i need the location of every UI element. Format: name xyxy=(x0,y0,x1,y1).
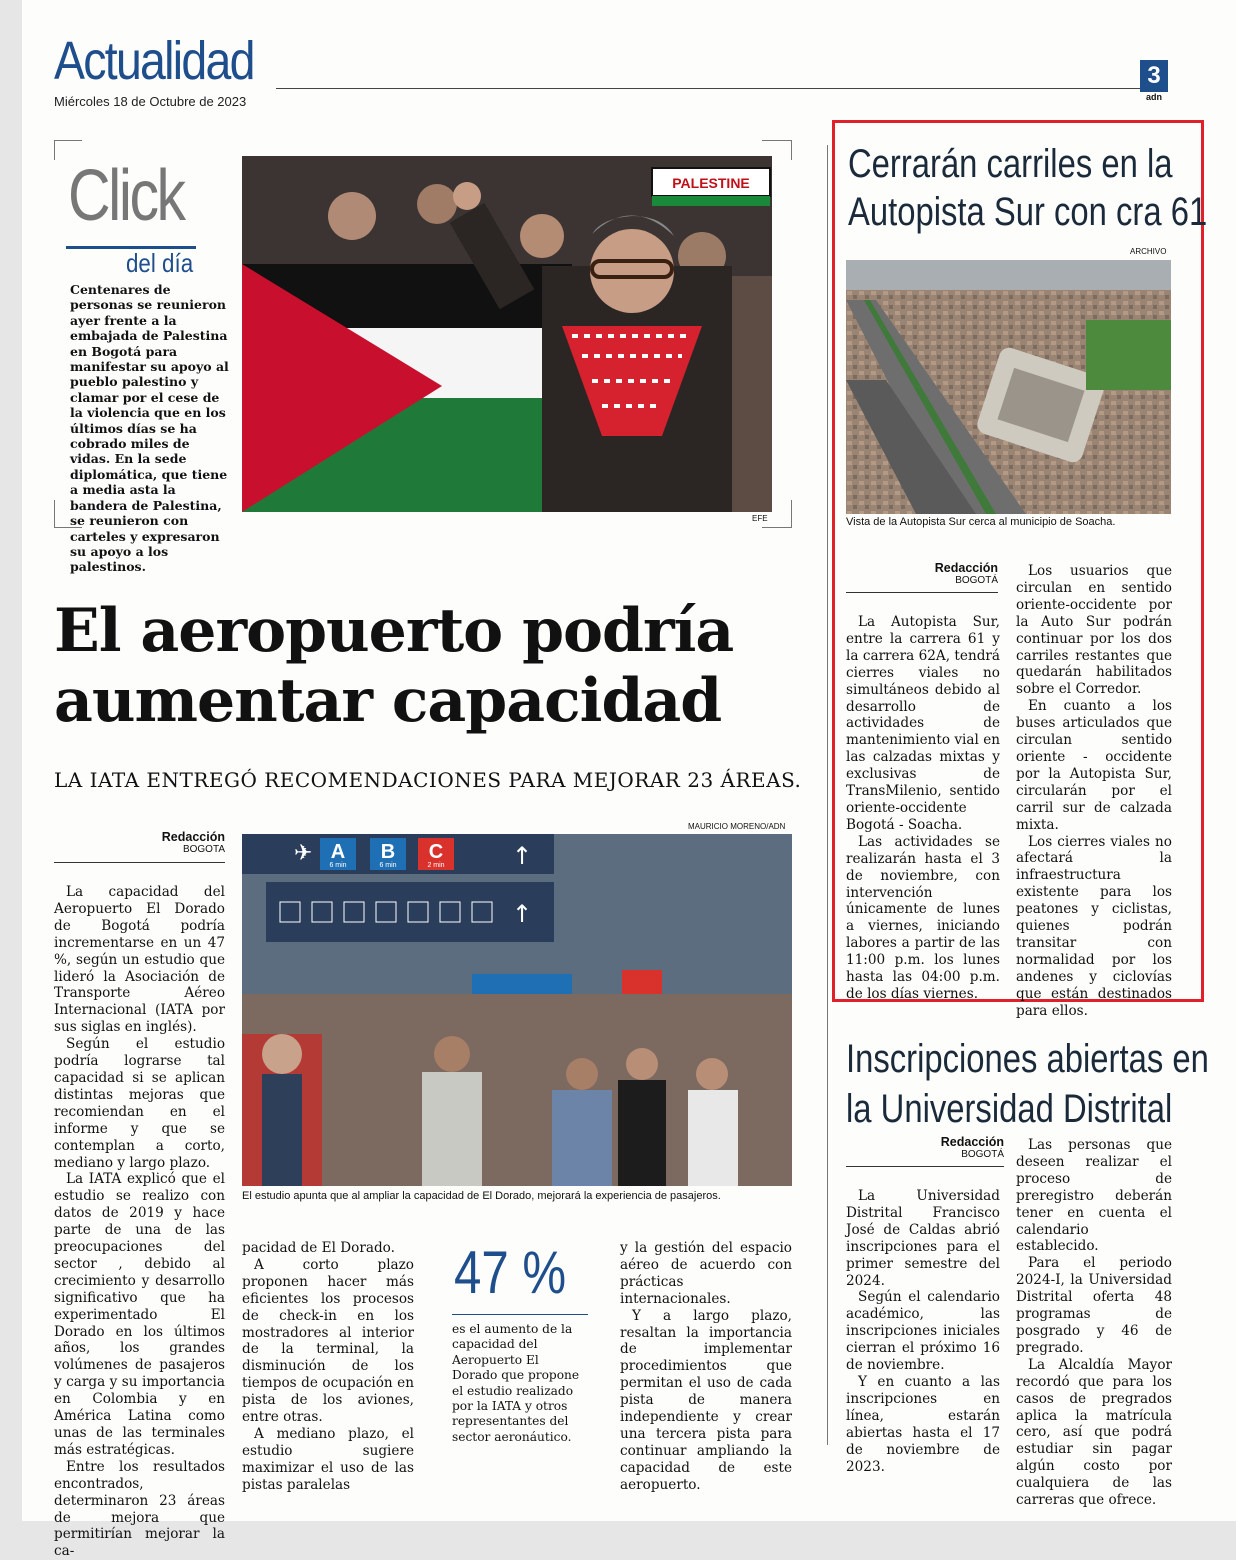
paragraph: Y a largo plazo, resaltan la importancia de implementar procedimientos que permitan el uso de cada pista de manera independiente y crear una tercera pista para continuar ampliando la capacidad de este aeropuerto. xyxy=(620,1307,792,1493)
byline-name: Redacción xyxy=(161,830,225,844)
autopista-column-2 xyxy=(1016,563,1172,1019)
paragraph: Para el periodo 2024-I, la Universidad Distrital oferta 48 programas de posgrado y 46 de pregrado. xyxy=(1016,1255,1172,1356)
byline-rule xyxy=(846,1166,1004,1167)
section-title: Actualidad xyxy=(54,31,254,91)
photo-credit-archivo: ARCHIVO xyxy=(1130,247,1167,256)
paragraph: Según el estudio podría lograrse tal capacidad si se aplican distintas mejoras que recomiendan en el informe y que se contemplan a corto, mediano y largo plazo. xyxy=(54,1036,225,1171)
universidad-column-1 xyxy=(846,1188,1000,1475)
airport-caption: El estudio apunta que al ampliar la capacidad de El Dorado, mejorará la experiencia de pasajeros. xyxy=(242,1190,721,1202)
click-title: Click xyxy=(68,156,184,236)
byline-rule xyxy=(54,862,225,863)
gate-time-a: 6 min xyxy=(329,862,347,869)
paragraph: La IATA explicó que el estudio se realizo con datos de 2019 y hace parte de una de las preocupaciones del sector , debido al crecimiento y desarrollo significativo que ha experimentado El Dorado en los últimos años, los grandes volúmenes de pasajeros y carga y su importancia en Colombia y en América Latina como unas de las terminales más estratégicas. xyxy=(54,1171,225,1458)
paragraph: y la gestión del espacio aéreo de acuerdo con prácticas internacionales. xyxy=(620,1240,792,1307)
paragraph: A mediano plazo, el estudio sugiere maximizar el uso de las pistas paralelas xyxy=(242,1425,414,1493)
issue-date: Miércoles 18 de Octubre de 2023 xyxy=(54,94,247,109)
paragraph: Los cierres viales no afectará la infraestructura existente para los peatones y ciclistas, quienes podrán transitar con normalidad por los andenes y ciclovías que están destinados para ellos. xyxy=(1016,833,1172,1019)
main-column-1 xyxy=(54,884,225,1560)
airport-photo xyxy=(242,834,792,1186)
paragraph: Los usuarios que circulan en sentido oriente-occidente por la Auto Sur podrán continuar por los dos carriles restantes que quedarán habilitados sobre el Corredor. xyxy=(1016,563,1172,698)
paragraph: Según el calendario académico, las inscripciones iniciales cierran el próximo 16 de noviembre. xyxy=(846,1289,1000,1374)
headline-line: Inscripciones abiertas en xyxy=(846,1037,1209,1081)
up-arrow-icon: ↑ xyxy=(511,842,533,870)
stat-description: es el aumento de la capacidad del Aeropuerto El Dorado que propone el estudio realizado por la IATA y otros representantes del sector aeronáutico. xyxy=(452,1322,580,1444)
universidad-headline xyxy=(846,1034,1209,1134)
gate-time-c: 2 min xyxy=(427,862,445,869)
headline-line: la Universidad Distrital xyxy=(846,1087,1173,1131)
main-column-3 xyxy=(620,1240,792,1494)
byline-rule xyxy=(846,592,998,593)
page-number: 3 xyxy=(1140,60,1168,92)
paragraph: La Alcaldía Mayor recordó que para los casos de pregrados aplica la matrícula cero, así que podrá estudiar sin pagar algún costo por cualquiera de las carreras que ofrece. xyxy=(1016,1356,1172,1509)
newspaper-page xyxy=(22,0,1236,1560)
paragraph: Entre los resultados encontrados, determinaron 23 áreas de mejora que permitirían mejorar la ca- xyxy=(54,1458,225,1560)
paragraph: En cuanto a los buses articulados que circulan sentido oriente - occidente por la Autopista Sur, circularán por el carril sur de calzada mixta. xyxy=(1016,698,1172,833)
autopista-column-1 xyxy=(846,614,1000,1003)
column-divider xyxy=(827,145,828,1445)
headline-line: Cerrarán carriles en la xyxy=(848,142,1173,186)
banner-text: PALESTINE xyxy=(672,175,750,191)
headline-line: Autopista Sur con cra 61 xyxy=(848,190,1208,234)
gate-time-b: 6 min xyxy=(379,862,397,869)
gate-sign-b: B xyxy=(380,841,396,863)
click-caption: Centenares de personas se reunieron ayer frente a la embajada de Palestina en Bogotá para manifestar su apoyo al pueblo palestino y clamar por el cese de la violencia que en los últimos días se ha cobrado miles de vidas. En la sede diplomática, que tiene a media asta la bandera de Palestina, se reunieron con carteles y expresaron su apoyo a los palestinos. xyxy=(70,282,229,575)
stat-rule xyxy=(452,1314,588,1315)
paragraph: La Autopista Sur, entre la carrera 61 y la carrera 62A, tendrá cierres viales no simultáneos debido al desarrollo de actividades de mantenimiento vial en las calzadas mixtas y exclusivas de TransMilenio, sentido oriente-occidente Bogotá - Soacha. xyxy=(846,614,1000,833)
byline-city: BOGOTA xyxy=(182,844,225,855)
photo-credit-efe: EFE xyxy=(752,514,768,523)
paragraph: Las personas que deseen realizar el proceso de preregistro deberán tener en cuenta el calendario establecido. xyxy=(1016,1137,1172,1255)
autopista-headline xyxy=(848,140,1208,236)
universidad-column-2 xyxy=(1016,1137,1172,1509)
paragraph: A corto plazo proponen hacer más eficientes los procesos de check-in en los mostradores al interior de la terminal, la disminución de los tiempos de ocupación en pista de los aviones, entre otras. xyxy=(242,1256,414,1426)
byline-name: Redacción xyxy=(940,1135,1004,1149)
main-byline xyxy=(54,830,225,855)
byline-city: BOGOTÁ xyxy=(955,575,998,586)
highway-photo xyxy=(846,260,1171,514)
highway-caption: Vista de la Autopista Sur cerca al municipio de Soacha. xyxy=(846,516,1116,528)
universidad-byline xyxy=(846,1135,1004,1160)
protest-photo-drawing xyxy=(242,156,772,512)
paragraph: La capacidad del Aeropuerto El Dorado de Bogotá podría incrementarse en un 47 %, según un estudio que lideró la Asociación de Transporte Aéreo Internacional (IATA por sus siglas en inglés). xyxy=(54,884,225,1036)
paragraph: La Universidad Distrital Francisco José de Caldas abrió inscripciones para el primer semestre del 2024. xyxy=(846,1188,1000,1289)
gate-sign-c: C xyxy=(428,841,444,863)
stat-value: 47 % xyxy=(454,1239,567,1306)
gate-sign-a: A xyxy=(330,841,346,863)
highway-photo-drawing xyxy=(846,260,1171,514)
up-arrow-icon-2: ↑ xyxy=(511,900,533,928)
header-rule xyxy=(276,88,1140,89)
main-subhead: LA IATA ENTREGÓ RECOMENDACIONES PARA MEJORAR 23 ÁREAS. xyxy=(54,768,802,792)
main-column-2 xyxy=(242,1240,414,1494)
photo-credit-airport: MAURICIO MORENO/ADN xyxy=(688,822,786,831)
autopista-byline xyxy=(846,561,998,586)
paragraph: Las actividades se realizarán hasta el 3 de noviembre, con intervención únicamente de lunes a viernes, iniciando labores a partir de las 11:00 p.m. los lunes hasta las 04:00 p.m. de los días viernes. xyxy=(846,833,1000,1002)
byline-city: BOGOTÁ xyxy=(961,1149,1004,1160)
airport-photo-drawing xyxy=(242,834,792,1186)
plane-icon: ✈ xyxy=(294,841,313,866)
brand-logo: adn xyxy=(1145,92,1162,102)
click-subtitle: del día xyxy=(126,248,194,278)
paragraph: Y en cuanto a las inscripciones en línea, estarán abiertas hasta el 17 de noviembre de 2023. xyxy=(846,1373,1000,1475)
paragraph: pacidad de El Dorado. xyxy=(242,1240,395,1256)
protest-photo xyxy=(242,156,772,512)
byline-name: Redacción xyxy=(934,561,998,575)
main-headline: El aeropuerto podría aumentar capacidad xyxy=(54,596,734,736)
